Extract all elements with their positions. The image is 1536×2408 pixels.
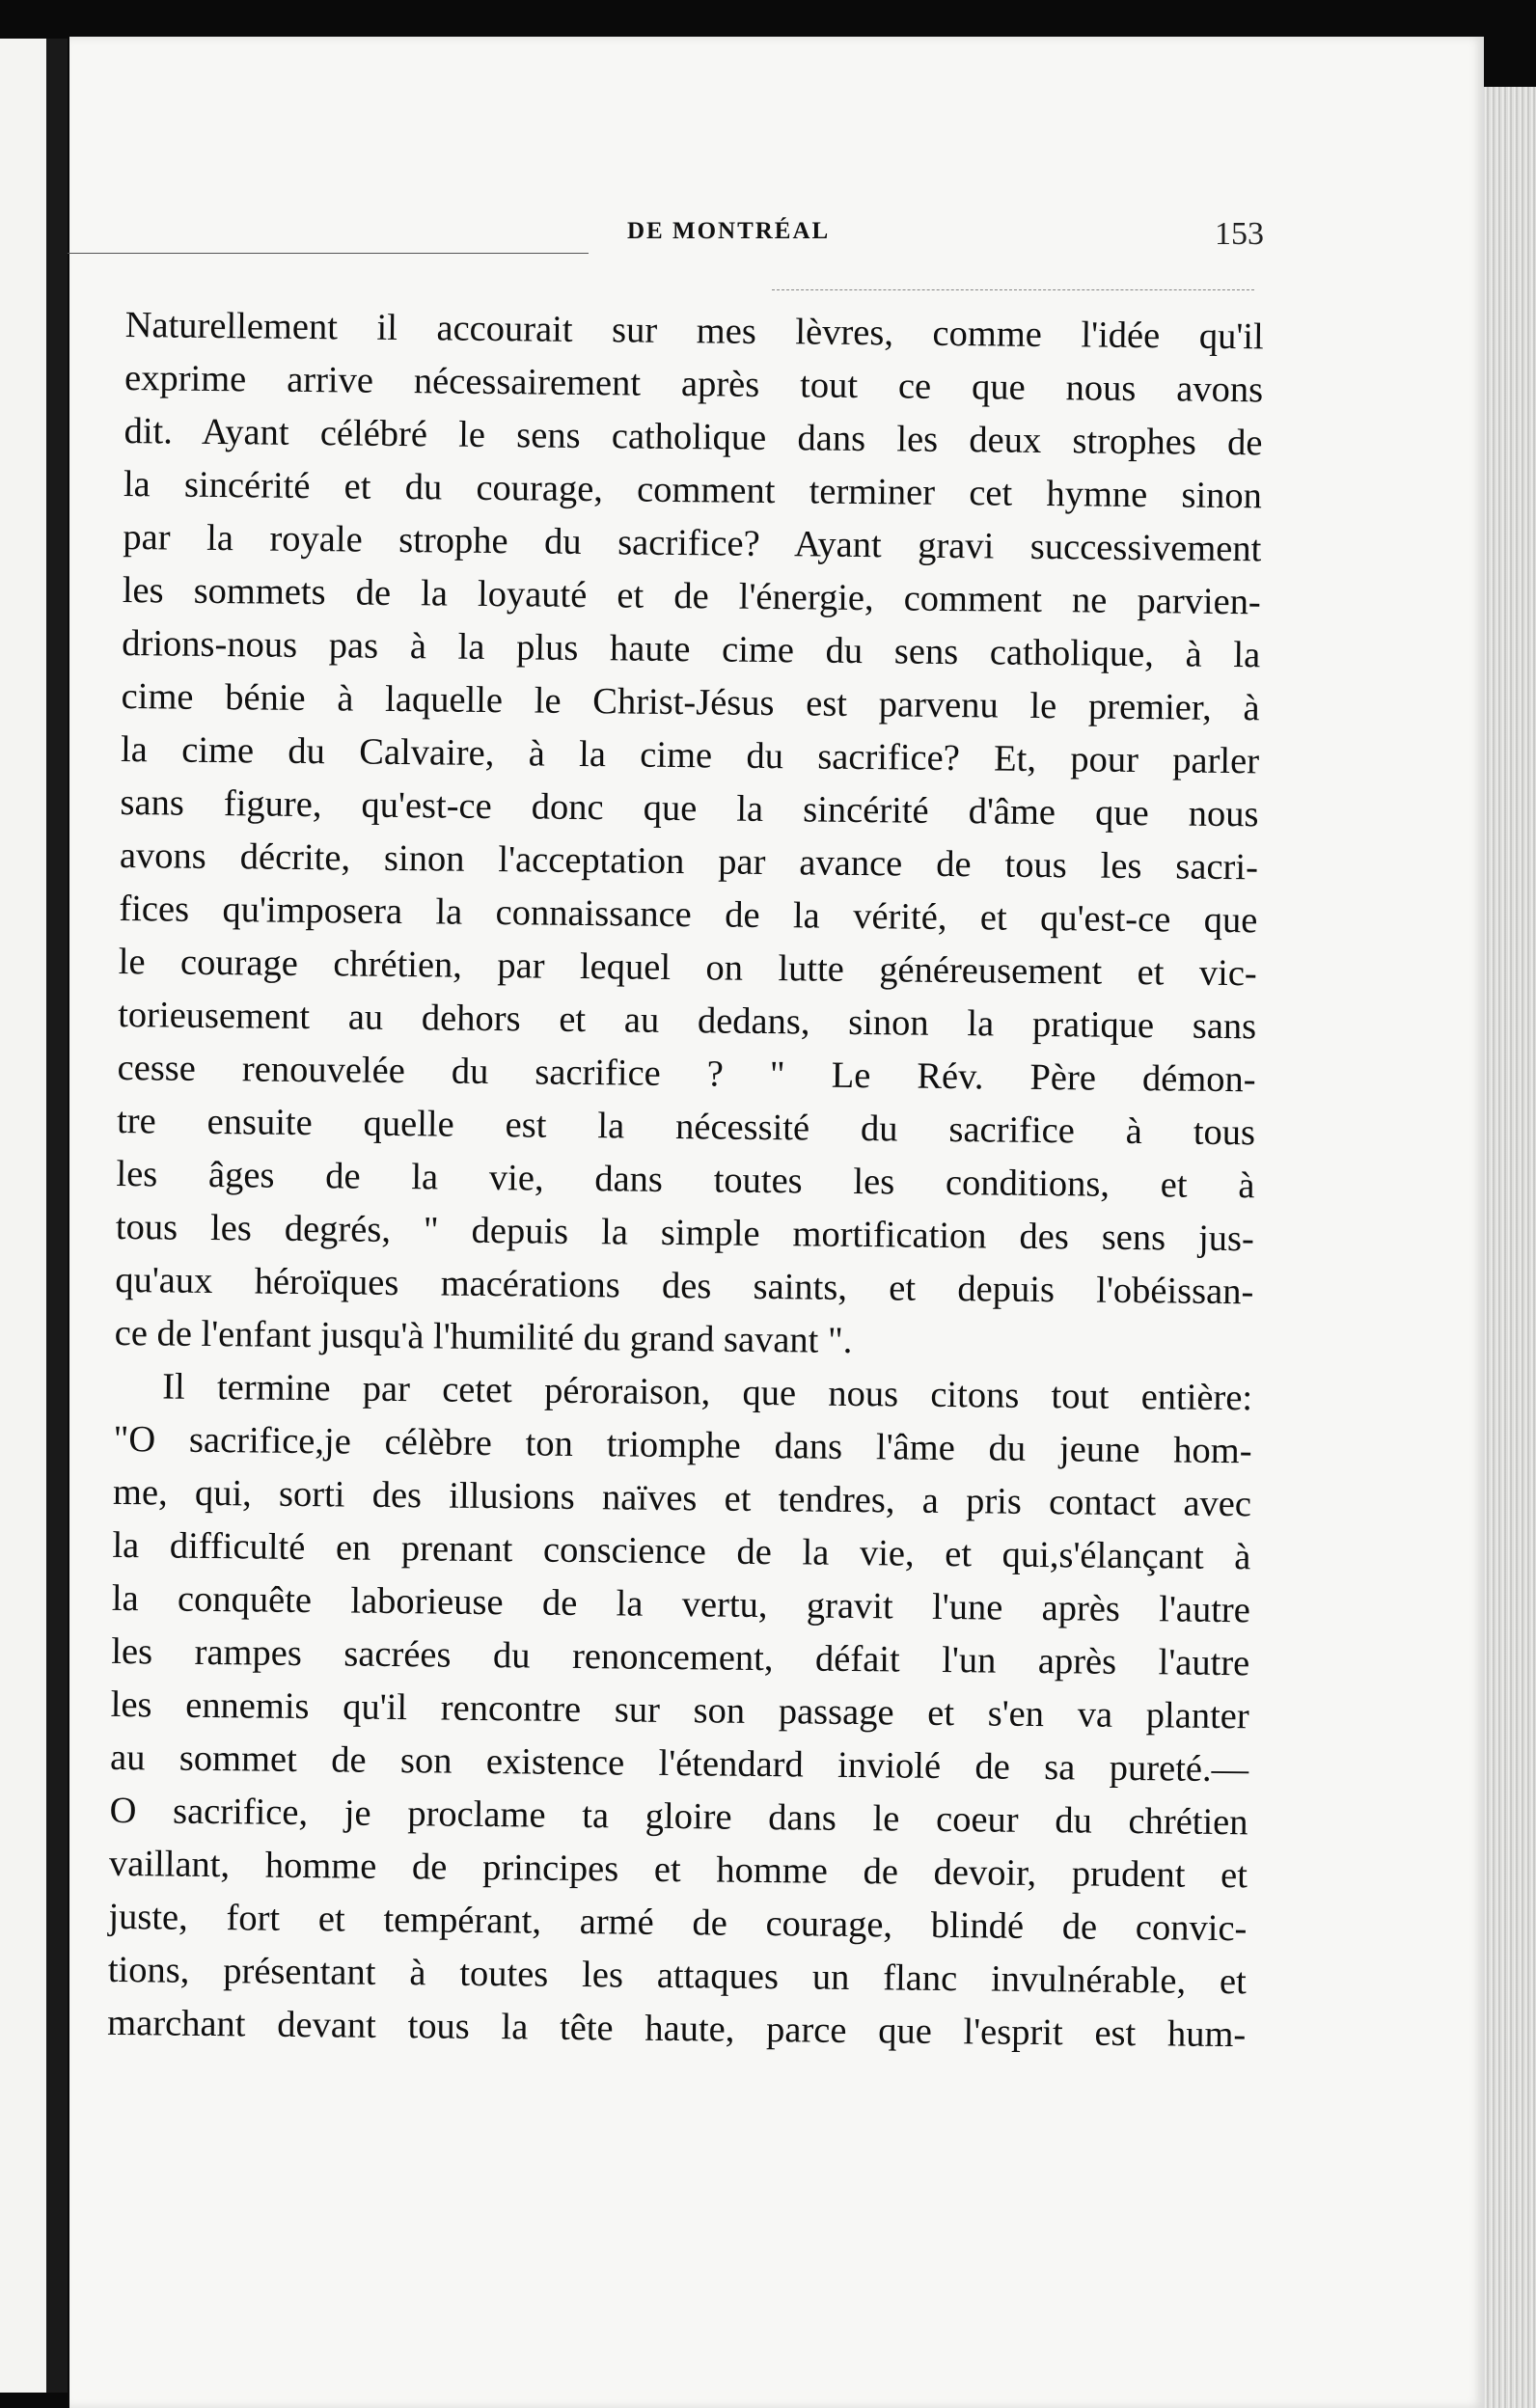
text-line: le courage chrétien, par lequel on lutte généreusement et vic- bbox=[118, 941, 1257, 995]
text-line: drions-nous pas à la plus haute cime du sens catholique, à la bbox=[122, 622, 1261, 676]
text-line: tions, présentant à toutes les attaques un flanc invulnérable, et bbox=[107, 1949, 1248, 2003]
text-line: torieusement au dehors et au dedans, sinon la pratique sans bbox=[118, 994, 1257, 1048]
facing-page-edge bbox=[0, 39, 46, 2393]
text-line: les sommets de la loyauté et de l'énergie, comment ne parvien- bbox=[122, 569, 1261, 623]
text-line: Naturellement il accourait sur mes lèvres, comme l'idée qu'il bbox=[124, 304, 1264, 358]
text-line: la conquête laborieuse de la vertu, gravit l'une après l'autre bbox=[111, 1577, 1251, 1631]
running-head: DE MONTRÉAL bbox=[627, 218, 831, 244]
text-line: O sacrifice, je proclame ta gloire dans le coeur du chrétien bbox=[109, 1790, 1248, 1844]
text-line: me, qui, sorti des illusions naïves et tendres, a pris contact avec bbox=[112, 1471, 1252, 1525]
text-line: cesse renouvelée du sacrifice ? " Le Rév. Père démon- bbox=[117, 1047, 1256, 1101]
text-line: les ennemis qu'il rencontre sur son passage et s'en va planter bbox=[110, 1683, 1249, 1738]
text-line: par la royale strophe du sacrifice? Ayant gravi successivement bbox=[123, 516, 1262, 570]
text-line: exprime arrive nécessairement après tout ce que nous avons bbox=[123, 357, 1264, 411]
text-line: tous les degrés, " depuis la simple mortification des sens jus- bbox=[115, 1206, 1255, 1260]
body-text bbox=[107, 299, 1264, 2062]
text-line: "O sacrifice,je célèbre ton triomphe dans l'âme du jeune hom- bbox=[113, 1418, 1252, 1472]
header-rule bbox=[68, 253, 589, 254]
page-edges bbox=[1484, 87, 1536, 2408]
text-line: marchant devant tous la tête haute, parce que l'esprit est hum- bbox=[107, 2002, 1247, 2056]
text-line: la cime du Calvaire, à la cime du sacrifice? Et, pour parler bbox=[120, 728, 1260, 782]
text-line: juste, fort et tempérant, armé de courage, blindé de convic- bbox=[108, 1896, 1248, 1950]
text-line: dit. Ayant célébré le sens catholique dans les deux strophes de bbox=[123, 410, 1263, 464]
text-line: vaillant, homme de principes et homme de devoir, prudent et bbox=[108, 1843, 1248, 1897]
text-line: les rampes sacrées du renoncement, défait l'un après l'autre bbox=[111, 1630, 1250, 1684]
text-line: la sincérité et du courage, comment terminer cet hymne sinon bbox=[123, 463, 1263, 517]
book-gutter bbox=[46, 39, 68, 2393]
text-line: sans figure, qu'est-ce donc que la sincérité d'âme que nous bbox=[120, 781, 1259, 835]
text-line: Il termine par cetet péroraison, que nous citons tout entière: bbox=[161, 1366, 1253, 1419]
text-line: la difficulté en prenant conscience de la vie, et qui,s'élançant à bbox=[112, 1524, 1251, 1578]
text-line: cime bénie à laquelle le Christ-Jésus est parvenu le premier, à bbox=[121, 675, 1260, 729]
text-line: ce de l'enfant jusqu'à l'humilité du grand savant ". bbox=[114, 1312, 853, 1361]
text-line: avons décrite, sinon l'acceptation par avance de tous les sacri- bbox=[119, 835, 1259, 889]
text-line: tre ensuite quelle est la nécessité du sacrifice à tous bbox=[116, 1100, 1256, 1154]
text-line: au sommet de son existence l'étendard inviolé de sa pureté.— bbox=[109, 1737, 1249, 1791]
header-rule-right bbox=[772, 289, 1254, 290]
page-number: 153 bbox=[1215, 216, 1264, 252]
page-header bbox=[125, 218, 1264, 266]
text-line: les âges de la vie, dans toutes les conditions, et à bbox=[116, 1153, 1255, 1207]
text-line: fices qu'imposera la connaissance de la vérité, et qu'est-ce que bbox=[119, 888, 1258, 942]
text-line: qu'aux héroïques macérations des saints, et depuis l'obéissan- bbox=[115, 1259, 1254, 1313]
